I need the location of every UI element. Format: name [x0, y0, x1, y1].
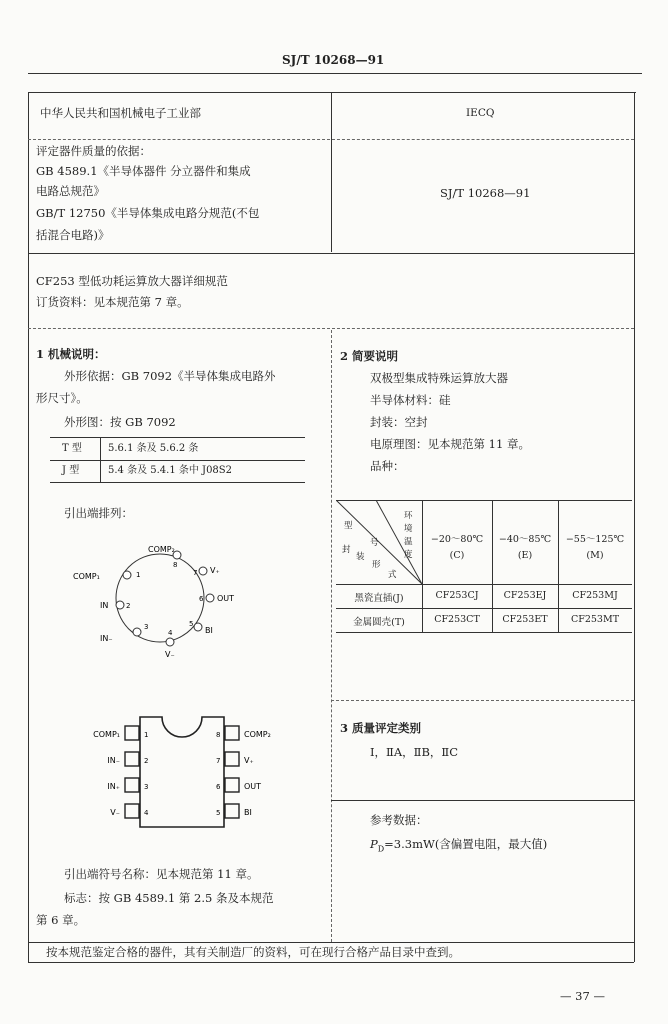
- pin-symbols: 引出端符号名称：见本规范第 11 章。: [64, 867, 259, 881]
- variety-col-2: [492, 500, 493, 632]
- corner-type: 型: [344, 521, 353, 531]
- iecq-label: IECQ: [466, 107, 495, 119]
- pin6-dot: [206, 594, 214, 602]
- round-n5: 5: [189, 620, 194, 628]
- right-divider-a: [331, 700, 634, 701]
- round-n7: 7: [193, 569, 198, 577]
- dip-package-diagram: [70, 712, 300, 832]
- val-ej: CF253EJ: [503, 590, 547, 601]
- val-et: CF253ET: [502, 614, 548, 625]
- val-mt: CF253MT: [570, 614, 620, 625]
- val-cj: CF253CJ: [435, 590, 479, 601]
- marking-line2: 第 6 章。: [36, 913, 86, 927]
- pkg-table-top: [50, 437, 305, 438]
- outline-line1: 外形依据：GB 7092《半导体集成电路外: [64, 369, 276, 383]
- corner-wen: 温: [404, 537, 413, 547]
- corner-jing: 境: [404, 524, 413, 534]
- dip-body: [140, 717, 224, 827]
- table-left-border: [28, 92, 29, 962]
- pkg-desc-t: 5.6.1 条及 5.6.2 条: [108, 443, 199, 454]
- val-mj: CF253MJ: [572, 590, 618, 601]
- variety-bottom: [336, 632, 632, 633]
- code-c: (C): [449, 550, 465, 561]
- temp-c: −20～80℃: [430, 534, 484, 545]
- round-n1: 1: [136, 571, 141, 579]
- spec-title: CF253 型低功耗运算放大器详细规范: [36, 274, 228, 288]
- section2-title: 2 简要说明: [340, 349, 399, 363]
- outline-drawing: 外形图：按 GB 7092: [64, 415, 176, 429]
- dip-left-2: IN₋: [107, 756, 120, 765]
- code-m: (M): [586, 550, 604, 561]
- dip-pin6: [225, 778, 239, 792]
- row-divider-3: [28, 328, 634, 329]
- row-divider-2: [28, 253, 634, 254]
- dip-pin5: [225, 804, 239, 818]
- pkg-table-mid: [50, 460, 305, 461]
- val-ct: CF253CT: [434, 614, 480, 625]
- dip-right-1: COMP₂: [244, 730, 271, 739]
- pkg-desc-j: 5.4 条及 5.4.1 条中 J08S2: [108, 465, 233, 476]
- basis-title: 评定器件质量的依据：: [36, 144, 151, 158]
- pinout-label: 引出端排列：: [64, 506, 133, 520]
- right-standard-number: SJ/T 10268—91: [440, 186, 531, 200]
- dip-right-4: BI: [244, 808, 252, 817]
- basis-line1: GB 4589.1《半导体器件 分立器件和集成: [36, 164, 251, 178]
- section2-line2: 半导体材料：硅: [370, 393, 451, 407]
- footer-note: 按本规范鉴定合格的器件，其有关制造厂的资料，可在现行合格产品目录中查到。: [46, 945, 460, 959]
- round-n8: 8: [173, 561, 178, 569]
- pkg-type-t: T 型: [62, 443, 82, 454]
- round-n6: 6: [199, 595, 204, 603]
- dip-num-4: 4: [144, 809, 149, 817]
- dip-right-2: V₊: [244, 756, 254, 765]
- dip-pin8: [225, 726, 239, 740]
- dip-num-2: 2: [144, 757, 149, 765]
- table-top-border: [28, 92, 636, 93]
- table-right-border: [634, 92, 635, 962]
- pin7-dot: [199, 567, 207, 575]
- header-rule: [28, 73, 642, 74]
- pin5-dot: [194, 623, 202, 631]
- dip-left-1: COMP₁: [93, 730, 120, 739]
- dip-num-5: 5: [216, 809, 221, 817]
- reference-power: [370, 838, 547, 854]
- pin1-dot: [123, 571, 131, 579]
- corner-xing: 形: [372, 560, 381, 570]
- round-comp2: COMP₂: [148, 545, 175, 554]
- body-column-divider: [331, 330, 332, 942]
- right-divider-b: [331, 800, 634, 801]
- top-column-divider: [331, 92, 332, 252]
- dip-num-7: 7: [216, 757, 221, 765]
- corner-huan: 环: [404, 511, 413, 521]
- dip-right-3: OUT: [244, 782, 262, 791]
- round-bi: BI: [205, 626, 213, 635]
- round-n2: 2: [126, 602, 131, 610]
- page-number: — 37 —: [560, 989, 605, 1003]
- temp-e: −40～85℃: [498, 534, 552, 545]
- ministry-name: 中华人民共和国机械电子工业部: [40, 106, 201, 120]
- dip-left-4: V₋: [110, 808, 120, 817]
- row-divider-1: [28, 139, 634, 140]
- section1-title: 1 机械说明：: [36, 347, 106, 361]
- basis-line2: 电路总规范》: [36, 184, 105, 198]
- pkg-table-divider: [100, 437, 101, 482]
- round-package-body: [116, 554, 204, 642]
- pin2-dot: [116, 601, 124, 609]
- power-value: =3.3mW(含偏置电阻，最大值): [384, 837, 548, 851]
- dip-left-3: IN₊: [107, 782, 120, 791]
- order-info: 订货资料：见本规范第 7 章。: [36, 295, 189, 309]
- dip-pin1: [125, 726, 139, 740]
- round-comp1: COMP₁: [73, 572, 100, 581]
- variety-col-3: [558, 500, 559, 632]
- round-out: OUT: [217, 594, 235, 603]
- round-vminus: V₋: [165, 650, 175, 659]
- round-n4: 4: [168, 629, 173, 637]
- reference-title: 参考数据：: [370, 813, 428, 827]
- dip-num-1: 1: [144, 731, 149, 739]
- round-n3: 3: [144, 623, 149, 631]
- dip-num-3: 3: [144, 783, 149, 791]
- pkg-table-bottom: [50, 482, 305, 483]
- dip-num-8: 8: [216, 731, 221, 739]
- basis-line3: GB/T 12750《半导体集成电路分规范(不包: [36, 206, 260, 220]
- footer-divider: [28, 942, 634, 943]
- section2-line4: 电原理图：见本规范第 11 章。: [370, 437, 530, 451]
- variety-row-divider: [336, 608, 632, 609]
- basis-line4: 括混合电路)》: [36, 228, 110, 242]
- round-package-diagram: [60, 535, 260, 665]
- corner-du: 度: [404, 550, 413, 560]
- temp-m: −55～125℃: [565, 534, 625, 545]
- outline-line2: 形尺寸》。: [36, 391, 88, 405]
- code-e: (E): [517, 550, 533, 561]
- corner-hao: 号: [370, 538, 379, 548]
- section3-title: 3 质量评定类别: [340, 721, 422, 735]
- corner-zhuang: 装: [356, 552, 365, 562]
- standard-number-header: SJ/T 10268—91: [282, 53, 385, 67]
- variety-header-bottom: [336, 584, 632, 585]
- power-subscript: D: [377, 844, 385, 854]
- dip-pin3: [125, 778, 139, 792]
- corner-shi: 式: [388, 570, 397, 580]
- table-bottom-border: [28, 962, 634, 963]
- pkg-row-j: 黑瓷直插(J): [354, 593, 404, 604]
- section2-line3: 封装：空封: [370, 415, 428, 429]
- pin4-dot: [166, 638, 174, 646]
- variety-col-1: [422, 500, 423, 632]
- marking-line1: 标志：按 GB 4589.1 第 2.5 条及本规范: [64, 891, 274, 905]
- round-inm: IN₋: [100, 634, 113, 643]
- section2-line1: 双极型集成特殊运算放大器: [370, 371, 508, 385]
- dip-pin7: [225, 752, 239, 766]
- dip-pin2: [125, 752, 139, 766]
- pin3-dot: [133, 628, 141, 636]
- round-in: IN: [100, 601, 109, 610]
- dip-num-6: 6: [216, 783, 221, 791]
- quality-classes: Ⅰ，ⅡA，ⅡB，ⅡC: [370, 745, 459, 759]
- dip-pin4: [125, 804, 139, 818]
- round-vplus: V₊: [210, 566, 220, 575]
- corner-feng: 封: [342, 545, 351, 555]
- pkg-row-t: 金属圆壳(T): [353, 617, 405, 628]
- section2-line5: 品种：: [370, 459, 405, 473]
- pkg-type-j: J 型: [62, 465, 80, 476]
- power-symbol: P: [370, 837, 378, 851]
